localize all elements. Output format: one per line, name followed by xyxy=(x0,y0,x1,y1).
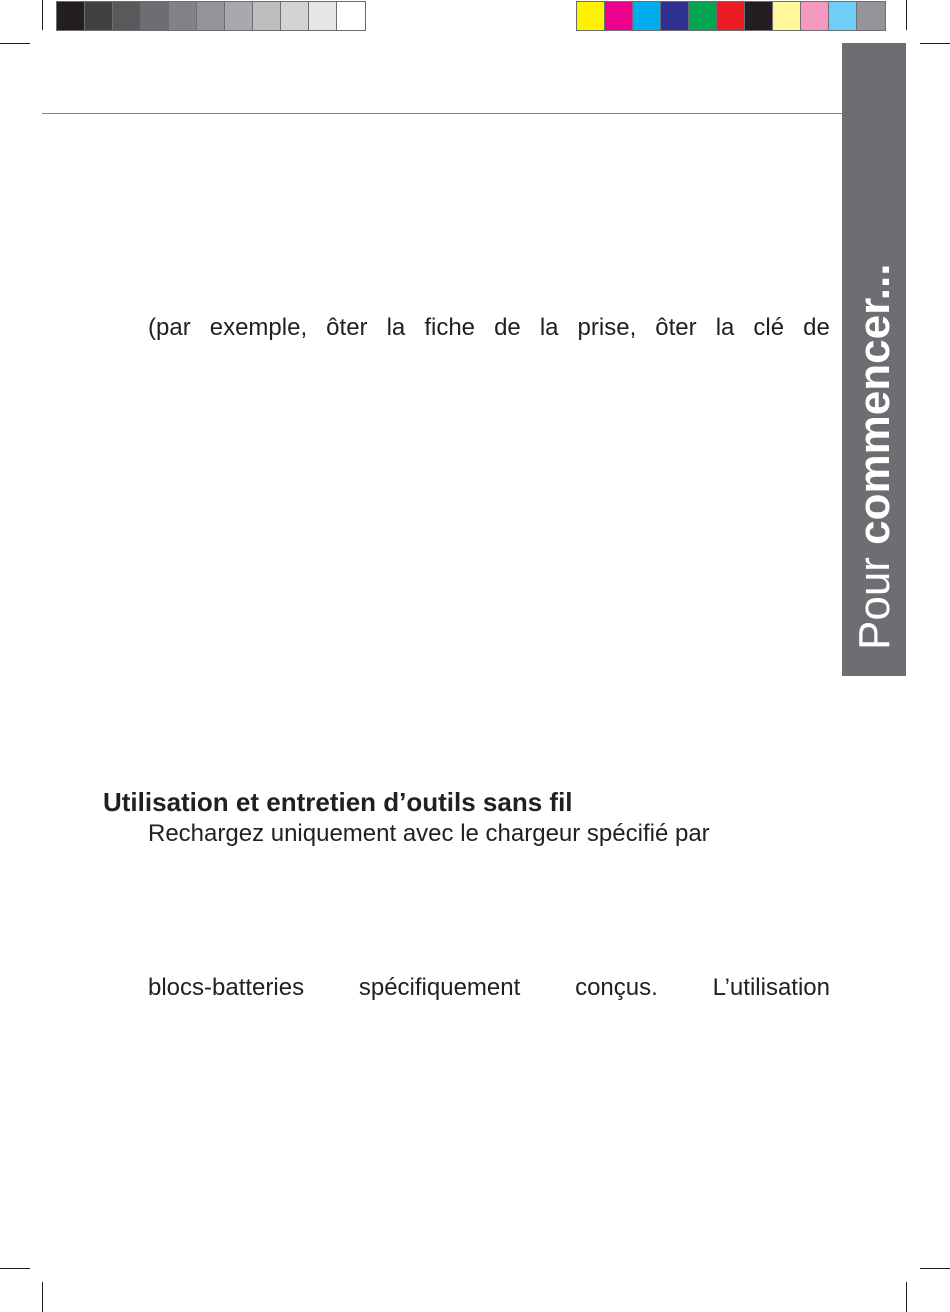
section-heading: Utilisation et entretien d’outils sans fil xyxy=(103,787,573,817)
color-swatch xyxy=(57,2,85,30)
color-swatch xyxy=(577,2,605,30)
paragraph-line-2: Rechargez uniquement avec le chargeur spécifié par xyxy=(148,820,710,847)
color-swatch xyxy=(745,2,773,30)
word: clé xyxy=(753,314,785,341)
crop-mark xyxy=(906,1282,907,1312)
crop-mark xyxy=(42,1282,43,1312)
color-swatch xyxy=(141,2,169,30)
color-swatch xyxy=(85,2,113,30)
crop-mark xyxy=(0,43,30,44)
word: L’utilisation xyxy=(712,974,830,1001)
crop-mark xyxy=(42,0,43,30)
process-color-bar xyxy=(576,1,886,31)
section-tab-word-2: commencer... xyxy=(850,263,899,545)
word: exemple, xyxy=(209,314,308,341)
crop-mark xyxy=(920,1268,950,1269)
color-swatch xyxy=(605,2,633,30)
color-swatch xyxy=(197,2,225,30)
section-tab-title xyxy=(850,263,899,650)
color-swatch xyxy=(689,2,717,30)
color-swatch xyxy=(281,2,309,30)
header-rule xyxy=(42,113,842,114)
color-swatch xyxy=(717,2,745,30)
color-swatch xyxy=(661,2,689,30)
word: ôter xyxy=(655,314,697,341)
color-swatch xyxy=(113,2,141,30)
color-swatch xyxy=(169,2,197,30)
gray-color-bar xyxy=(56,1,366,31)
word: de xyxy=(803,314,830,341)
paragraph-line-1 xyxy=(148,314,830,343)
word: prise, xyxy=(577,314,637,341)
color-swatch xyxy=(253,2,281,30)
word: ôter xyxy=(326,314,368,341)
word: spécifiquement xyxy=(358,974,521,1001)
color-swatch xyxy=(857,2,885,30)
color-swatch xyxy=(801,2,829,30)
color-swatch xyxy=(829,2,857,30)
color-swatch xyxy=(309,2,337,30)
crop-mark xyxy=(920,43,950,44)
section-tab-word-1: Pour xyxy=(850,557,899,650)
color-swatch xyxy=(337,2,365,30)
crop-mark xyxy=(0,1268,30,1269)
word: la xyxy=(386,314,406,341)
word: la xyxy=(715,314,735,341)
word: de xyxy=(494,314,521,341)
word: (par xyxy=(148,314,191,341)
crop-mark xyxy=(906,0,907,30)
word: blocs-batteries xyxy=(148,974,305,1001)
paragraph-line-3 xyxy=(148,974,830,1003)
word: conçus. xyxy=(575,974,658,1001)
word: la xyxy=(539,314,559,341)
color-swatch xyxy=(773,2,801,30)
color-swatch xyxy=(633,2,661,30)
word: fiche xyxy=(424,314,476,341)
color-swatch xyxy=(225,2,253,30)
